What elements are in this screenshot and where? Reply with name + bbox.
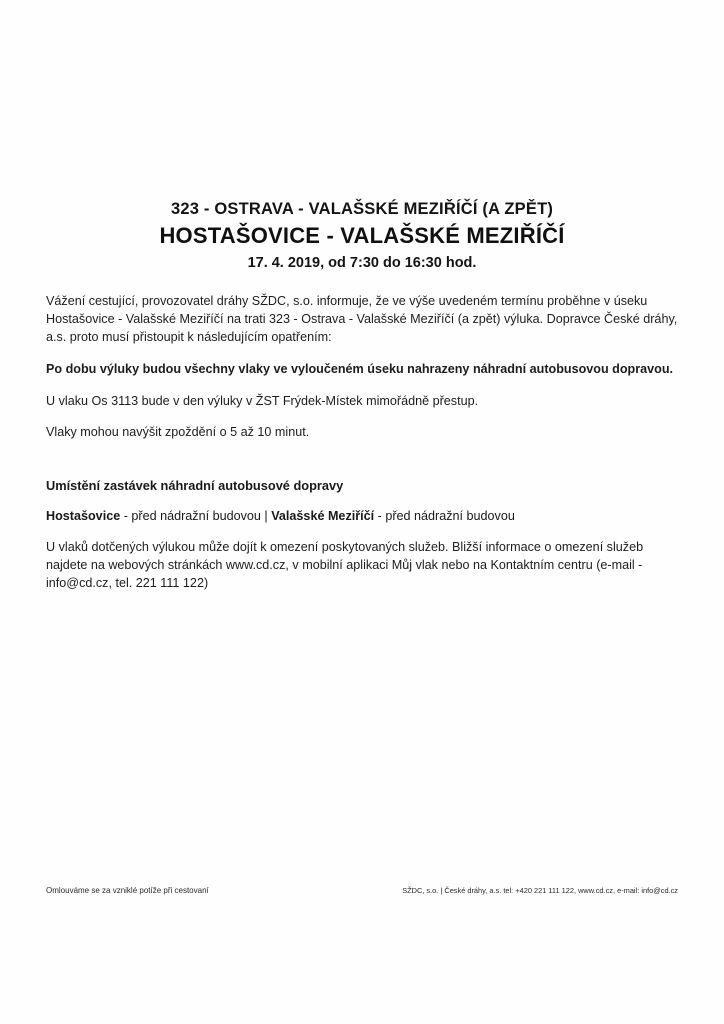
stop-location-hostasovice: - před nádražní budovou (120, 509, 261, 524)
intro-paragraph: Vážení cestující, provozovatel dráhy SŽDC, s.o. informuje, že ve výše uvedeném termínu proběhne v úseku Hostašovice - Valašské Meziříčí na trati 323 - Ostrava - Valašské Meziříčí (a zpět) výluka. Dopravce České dráhy, a.s. proto musí přistoupit k následujícím opatřením: (46, 294, 678, 344)
route-heading: 323 - OSTRAVA - VALAŠSKÉ MEZIŘÍČÍ (A ZPĚT) (170, 200, 554, 218)
date-heading: 17. 4. 2019, od 7:30 do 16:30 hod. (247, 255, 477, 271)
section-spacer (46, 456, 678, 478)
footer-apology: Omlouváme se za vzniklé potíže při cestovaní (46, 886, 209, 895)
stops-line (46, 509, 678, 523)
closing-paragraph: U vlaků dotčených výlukou může dojít k omezení poskytovaných služeb. Bližší informace o omezení služeb najdete na webových stránkách www.cd.cz, v mobilní aplikaci Můj vlak nebo na Kontaktním centru (e-mail - info@cd.cz, tel. 221 111 122) (46, 540, 644, 590)
footer-contacts: SŽDC, s.o. | České dráhy, a.s. tel: +420 221 111 122, www.cd.cz, e-mail: info@cd.cz (402, 886, 678, 895)
section-heading: HOSTAŠOVICE - VALAŠSKÉ MEZIŘÍČÍ (159, 223, 565, 248)
stop-station-valasske-mezirici: Valašské Meziříčí (271, 509, 375, 524)
stops-separator: | (260, 509, 272, 524)
stops-heading: Umístění zastávek náhradní autobusové dopravy (46, 478, 344, 494)
stop-location-valasske-mezirici: - před nádražní budovou (374, 509, 515, 524)
stop-station-hostasovice: Hostašovice (46, 509, 121, 524)
transfer-note-paragraph: U vlaku Os 3113 bude v den výluky v ŽST Frýdek-Místek mimořádně přestup. (46, 393, 479, 408)
footer (46, 886, 678, 895)
delay-note-paragraph: Vlaky mohou navýšit zpoždění o 5 až 10 minut. (46, 425, 310, 440)
title-block (46, 200, 678, 271)
document-content (46, 200, 678, 607)
replacement-bus-paragraph: Po dobu výluky budou všechny vlaky ve vyloučeném úseku nahrazeny náhradní autobusovou dopravou. (46, 361, 674, 376)
